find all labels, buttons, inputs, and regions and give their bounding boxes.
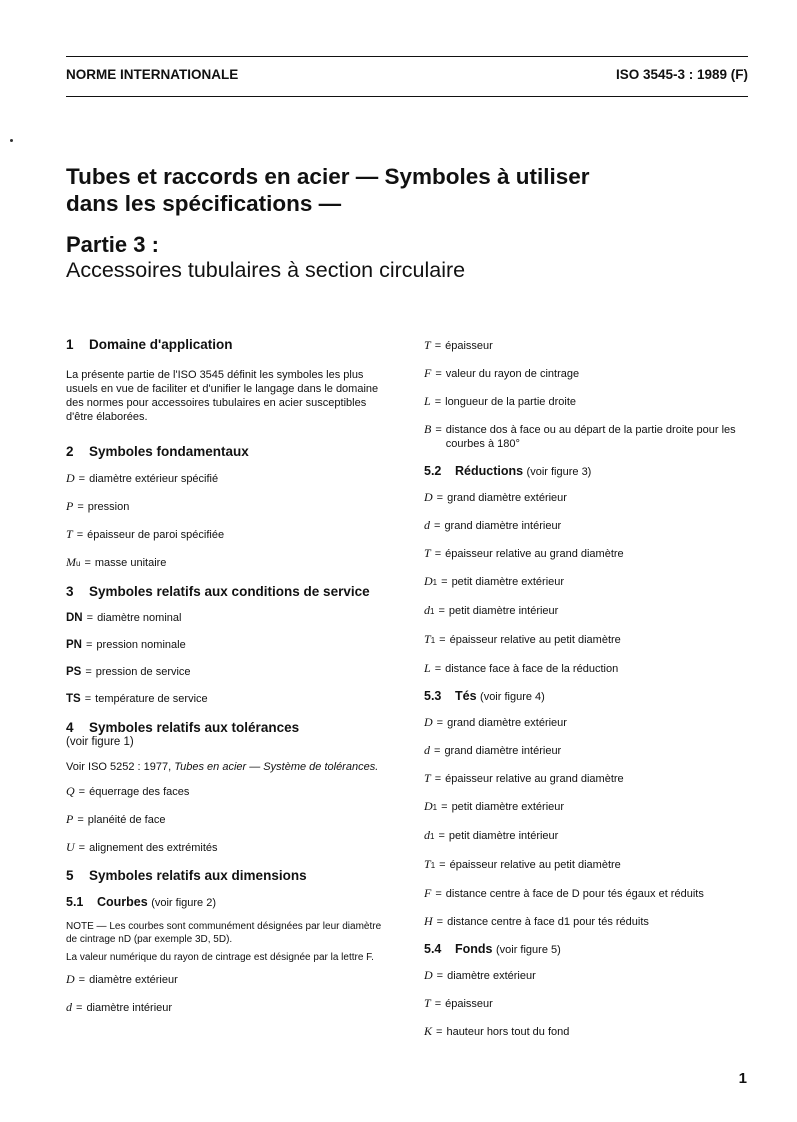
symbol-definition: [424, 661, 748, 676]
symbol: D: [424, 799, 433, 813]
symbol: F: [424, 886, 432, 900]
symbol: Q: [66, 784, 75, 798]
page-number: 1: [738, 1070, 747, 1087]
symbol-subscript: 1: [430, 607, 435, 616]
equals-sign: =: [435, 368, 442, 380]
symbol-definition: [424, 914, 748, 929]
symbol: T: [424, 857, 431, 871]
symbol: DN: [66, 612, 83, 624]
symbol: d: [424, 743, 430, 757]
definition-text: diamètre intérieur: [86, 1002, 173, 1014]
symbol-definition: [424, 968, 748, 983]
symbol-definition: [424, 518, 748, 533]
definition-text: épaisseur relative au grand diamètre: [445, 548, 624, 560]
definition-text: planéité de face: [87, 814, 166, 826]
symbol: P: [66, 812, 74, 826]
equals-sign: =: [84, 557, 91, 569]
section-heading: 5 Symboles relatifs aux dimensions: [66, 868, 307, 883]
symbol-list: [424, 968, 748, 1039]
definition-text: pression: [87, 501, 130, 513]
definition-text: épaisseur relative au petit diamètre: [449, 634, 621, 646]
symbol-definition: [424, 338, 748, 353]
symbol-definition: [66, 692, 390, 706]
section-heading: 4 Symboles relatifs aux tolérances: [66, 720, 300, 735]
symbol-definition: [424, 490, 748, 505]
symbol: L: [424, 394, 431, 408]
equals-sign: =: [434, 773, 442, 785]
equals-sign: =: [85, 666, 92, 678]
equals-sign: =: [77, 501, 84, 513]
equals-sign: =: [78, 842, 86, 854]
header-rule: [66, 96, 748, 97]
symbol-definition: [424, 422, 748, 451]
definition-text: distance centre à face d1 pour tés réduits: [447, 916, 649, 928]
symbol-definition: [424, 828, 748, 844]
symbol-list: [66, 611, 390, 706]
symbol: H: [424, 914, 433, 928]
definition-text: diamètre extérieur spécifié: [89, 473, 219, 485]
symbol-subscript: 1: [432, 578, 438, 587]
symbol-definition: [424, 799, 748, 815]
right-column: [424, 338, 748, 1052]
symbol: d: [66, 1000, 72, 1014]
symbol-definition: [66, 499, 390, 514]
symbol-subscript: 1: [430, 636, 436, 645]
symbol-definition: [424, 574, 748, 590]
subsection-heading: 5.4 Fonds (voir figure 5): [424, 942, 561, 956]
equals-sign: =: [84, 693, 92, 705]
symbol: d: [424, 603, 430, 617]
equals-sign: =: [439, 859, 446, 871]
symbol: D: [424, 490, 433, 504]
symbol-definition: [424, 715, 748, 730]
definition-text: petit diamètre intérieur: [448, 830, 559, 842]
symbol-definition: [424, 394, 748, 409]
symbol-list: [424, 715, 748, 929]
equals-sign: =: [436, 492, 444, 504]
symbol: F: [424, 366, 432, 380]
scope-text: La présente partie de l'ISO 3545 définit les symboles les plus usuels en vue de faciliter et d'unifier le langage dans le domaine des normes pour accessoires tubulaires en acier susceptibles d'être élaborées.: [66, 369, 379, 423]
equals-sign: =: [78, 974, 86, 986]
symbol-definition: [66, 611, 390, 625]
symbol: D: [424, 715, 433, 729]
symbol: d: [424, 518, 430, 532]
equals-sign: =: [441, 576, 448, 588]
equals-sign: =: [77, 814, 84, 826]
symbol: P: [66, 499, 74, 513]
equals-sign: =: [434, 548, 442, 560]
definition-text: grand diamètre extérieur: [447, 492, 567, 504]
symbol-definition: [424, 366, 748, 381]
definition-text: diamètre extérieur: [447, 970, 536, 982]
symbol: D: [66, 471, 75, 485]
title-line-2: dans les spécifications —: [66, 191, 342, 216]
symbol: D: [424, 574, 433, 588]
symbol-subscript: u: [76, 559, 81, 568]
section-heading: 1 Domaine d'application: [66, 337, 233, 352]
symbol-definition: [66, 972, 390, 987]
definition-text: hauteur hors tout du fond: [446, 1026, 570, 1038]
note-text: NOTE — Les courbes sont communément désignées par leur diamètre de cintrage nD (par exemple 3D, 5D).: [66, 921, 382, 945]
symbol-subscript: 1: [430, 861, 436, 870]
symbol-definition: [66, 812, 390, 827]
symbol-definition: [66, 784, 390, 799]
equals-sign: =: [439, 634, 446, 646]
symbol-subscript: 1: [430, 832, 435, 841]
symbol: PS: [66, 666, 82, 678]
symbol-definition: [424, 603, 748, 619]
definition-text: grand diamètre intérieur: [444, 745, 562, 757]
symbol-definition: [424, 857, 748, 873]
symbol-subscript: 1: [432, 803, 438, 812]
definition-text: distance centre à face de D pour tés égaux et réduits: [445, 888, 704, 900]
definition-text: valeur du rayon de cintrage: [445, 368, 580, 380]
symbol-list: [424, 338, 748, 451]
symbol-definition: [424, 996, 748, 1011]
symbol: T: [424, 546, 431, 560]
symbol-definition: [66, 555, 390, 571]
equals-sign: =: [434, 520, 441, 532]
symbol: B: [424, 422, 432, 436]
part-subtitle: Accessoires tubulaires à section circulaire: [66, 258, 466, 282]
symbol-definition: [424, 632, 748, 648]
definition-text: épaisseur relative au grand diamètre: [445, 773, 624, 785]
equals-sign: =: [438, 605, 445, 617]
symbol-definition: [424, 1024, 748, 1039]
equals-sign: =: [438, 830, 445, 842]
symbol-list: [424, 490, 748, 676]
part-label: Partie 3 :: [66, 232, 159, 257]
header-left: NORME INTERNATIONALE: [66, 67, 239, 82]
top-rule: [66, 56, 748, 57]
symbol: D: [424, 968, 433, 982]
equals-sign: =: [434, 396, 442, 408]
scan-speck: [10, 139, 13, 142]
symbol-definition: [424, 771, 748, 786]
equals-sign: =: [434, 340, 442, 352]
symbol-list: [66, 784, 390, 855]
see-standard: Voir ISO 5252 : 1977, Tubes en acier — Système de tolérances.: [66, 761, 379, 773]
definition-text: épaisseur: [445, 998, 493, 1010]
definition-text: grand diamètre extérieur: [447, 717, 567, 729]
definition-text: pression nominale: [96, 639, 186, 651]
equals-sign: =: [436, 970, 444, 982]
definition-text: masse unitaire: [94, 557, 167, 569]
definition-text: petit diamètre extérieur: [451, 801, 565, 813]
symbol: U: [66, 840, 75, 854]
equals-sign: =: [78, 786, 86, 798]
equals-sign: =: [78, 473, 86, 485]
definition-text: petit diamètre intérieur: [448, 605, 559, 617]
definition-text: diamètre extérieur: [89, 974, 178, 986]
symbol-list: [66, 972, 390, 1015]
definition-text: équerrage des faces: [89, 786, 190, 798]
symbol: TS: [66, 693, 81, 705]
symbol: T: [424, 632, 431, 646]
definition-text: longueur de la partie droite: [445, 396, 576, 408]
equals-sign: =: [435, 888, 442, 900]
symbol: M: [66, 555, 76, 569]
symbol-definition: [66, 638, 390, 652]
symbol-definition: [424, 743, 748, 758]
definition-text: grand diamètre intérieur: [444, 520, 562, 532]
subsection-heading: 5.1 Courbes (voir figure 2): [66, 895, 216, 909]
definition-text: épaisseur de paroi spécifiée: [87, 529, 225, 541]
symbol: T: [424, 771, 431, 785]
definition-text: petit diamètre extérieur: [451, 576, 565, 588]
definition-text: épaisseur: [445, 340, 493, 352]
equals-sign: =: [434, 745, 441, 757]
symbol-definition: [66, 1000, 390, 1015]
definition-text: distance face à face de la réduction: [445, 663, 619, 675]
symbol-definition: [424, 546, 748, 561]
section-heading: 2 Symboles fondamentaux: [66, 444, 249, 459]
definition-text: alignement des extrémités: [89, 842, 218, 854]
symbol-definition: [424, 886, 748, 901]
symbol: T: [66, 527, 73, 541]
equals-sign: =: [76, 529, 84, 541]
subsection-heading: 5.2 Réductions (voir figure 3): [424, 464, 592, 478]
definition-text: diamètre nominal: [97, 612, 182, 624]
symbol-definition: [66, 665, 390, 679]
equals-sign: =: [85, 639, 93, 651]
definition-text: distance dos à face ou au départ de la partie droite pour les courbes à 180°: [445, 424, 736, 450]
equals-sign: =: [434, 663, 442, 675]
equals-sign: =: [76, 1002, 83, 1014]
document-title: [66, 163, 706, 217]
equals-sign: =: [436, 1026, 443, 1038]
value-text: La valeur numérique du rayon de cintrage est désignée par la lettre F.: [66, 952, 374, 963]
section-heading: 3 Symboles relatifs aux conditions de service: [66, 584, 370, 599]
symbol: PN: [66, 639, 82, 651]
section-ref: (voir figure 1): [66, 736, 134, 748]
equals-sign: =: [436, 717, 444, 729]
symbol-definition: [66, 527, 390, 542]
equals-sign: =: [436, 916, 444, 928]
equals-sign: =: [435, 424, 442, 436]
symbol: L: [424, 661, 431, 675]
symbol: d: [424, 828, 430, 842]
definition-text: épaisseur relative au petit diamètre: [449, 859, 621, 871]
left-column: [66, 338, 390, 1028]
definition-text: température de service: [95, 693, 208, 705]
symbol-list: [66, 471, 390, 571]
symbol: T: [424, 996, 431, 1010]
definition-text: pression de service: [95, 666, 191, 678]
symbol: K: [424, 1024, 433, 1038]
equals-sign: =: [441, 801, 448, 813]
symbol-definition: [66, 840, 390, 855]
subsection-heading: 5.3 Tés (voir figure 4): [424, 689, 545, 703]
symbol: D: [66, 972, 75, 986]
header-right: ISO 3545-3 : 1989 (F): [615, 67, 748, 82]
symbol-definition: [66, 471, 390, 486]
equals-sign: =: [86, 612, 94, 624]
title-line-1: Tubes et raccords en acier — Symboles à utiliser: [66, 164, 590, 189]
equals-sign: =: [434, 998, 442, 1010]
symbol: T: [424, 338, 431, 352]
